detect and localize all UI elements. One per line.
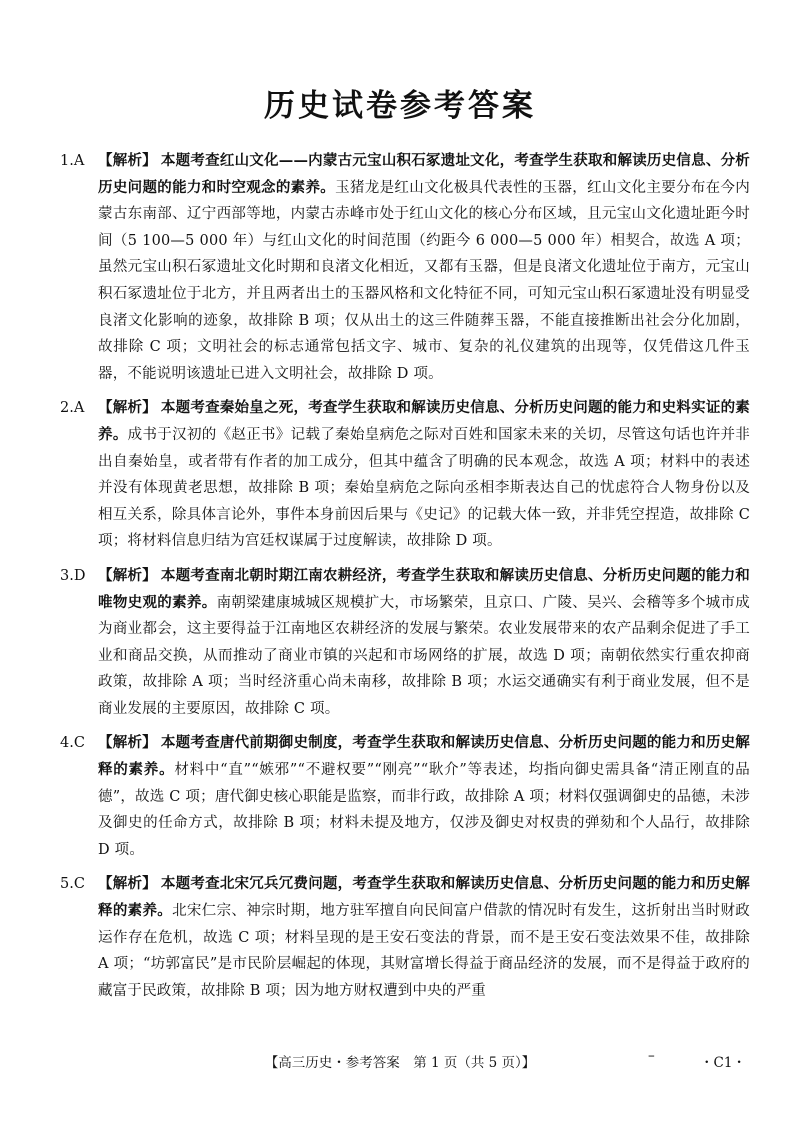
answer-number: 1.A [60,153,85,169]
answer-list [60,148,750,1012]
answer-number: 3.D [60,567,86,584]
answer-lead: 本题考查南北朝时期江南农耕经济，考查学生获取和解读历史信息、分析历史问题的能力和唯物史观的素养。 [98,566,750,611]
answer-item-1 [60,148,750,387]
answer-body [98,563,750,723]
answer-number: 5.C [60,876,85,893]
answer-number: 4.C [60,735,85,752]
page-footer: 【高三历史・参考答案 第 1 页（共 5 页）】 [264,1055,536,1071]
analysis-tag: 【解析】 [98,734,157,752]
answer-text: 成书于汉初的《赵正书》记载了秦始皇病危之际对百姓和国家未来的关切，尽管这句话也许并非出自秦始皇，或者带有作者的加工成分，但其中蕴含了明确的民本观念，故选 A 项；材料中的表述并没有体现黄老思想，故排除 B 项；秦始皇病危之际向丞相李斯表达自己的忧虑符合人物身份以及相互关系，除具体言论外，事件本身前因后果与《史记》的记载大体一致，并非凭空捏造，故排除 C 项；将材料信息归结为宫廷权谋属于过度解读，故排除 D 项。 [98,426,750,550]
answer-text: 玉猪龙是红山文化极具代表性的玉器，红山文化主要分布在今内蒙古东南部、辽宁西部等地，内蒙古赤峰市处于红山文化的核心分布区域，且元宝山文化遗址距今时间（5 100—5 000 年）与红山文化的时间范围（约距今 6 000—5 000 年）相契合，故选 A 项；虽然元宝山积石冢遗址文化时期和良渚文化相近，又都有玉器，但是良渚文化遗址位于南方，元宝山积石冢遗址位于北方，并且两者出土的玉器风格和文化特征不同，可知元宝山积石冢遗址没有明显受良渚文化影响的迹象，故排除 B 项；仅从出土的这三件随葬玉器，不能直接推断出社会分化加剧，故排除 C 项；文明社会的标志通常包括文字、城市、复杂的礼仪建筑的出现等，仅凭借这几件玉器，不能说明该遗址已进入文明社会，故排除 D 项。 [98,179,750,382]
answer-item-4 [60,730,750,863]
answer-number: 2.A [60,400,85,417]
footer-code: ・C1・ [700,1055,746,1071]
answer-lead: 本题考查唐代前期御史制度，考查学生获取和解读历史信息、分析历史问题的能力和历史解释的素养。 [98,734,750,779]
answer-text: 南朝梁建康城城区规模扩大，市场繁荣，且京口、广陵、吴兴、会稽等多个城市成为商业都会，这主要得益于江南地区农耕经济的发展与繁荣。农业发展带来的农产品剩余促进了手工业和商品交换，从而推动了商业市镇的兴起和市场网络的扩展，故选 D 项；南朝依然实行重农抑商政策，故排除 A 项；当时经济重心尚未南移，故排除 B 项；水运交通确实有利于商业发展，但不是商业发展的主要原因，故排除 C 项。 [98,594,750,717]
answer-item-5 [60,871,750,1004]
answer-body [98,730,750,863]
footer-dash: – [648,1048,655,1064]
answer-body [98,871,750,1004]
answer-lead: 本题考查秦始皇之死，考查学生获取和解读历史信息、分析历史问题的能力和史料实证的素养。 [98,399,750,443]
analysis-tag: 【解析】 [98,399,157,417]
analysis-tag: 【解析】 [98,566,157,584]
answer-lead: 本题考查红山文化——内蒙古元宝山积石冢遗址文化，考查学生获取和解读历史信息、分析历史问题的能力和时空观念的素养。 [98,152,750,196]
analysis-tag: 【解析】 [98,875,157,893]
page-title: 历史试卷参考答案 [264,88,536,124]
analysis-tag: 【解析】 [98,152,157,169]
answer-item-3 [60,563,750,723]
answer-body [98,395,750,555]
answer-body [98,148,750,387]
answer-text: 北宋仁宗、神宗时期，地方驻军擅自向民间富户借款的情况时有发生，这折射出当时财政运作存在危机，故选 C 项；材料呈现的是王安石变法的背景，而不是王安石变法效果不佳，故排除 A 项；“坊郭富民”是市民阶层崛起的体现，其财富增长得益于商品经济的发展，而不是得益于政府的藏富于民政策，故排除 B 项；因为地方财权遭到中央的严重 [98,903,751,999]
answer-text: 材料中“直”“嫉邪”“不避权要”“刚亮”“耿介”等表述，均指向御史需具备“清正刚直的品德”，故选 C 项；唐代御史核心职能是监察，而非行政，故排除 A 项；材料仅强调御史的品德，未涉及御史的任命方式，故排除 B 项；材料未提及地方，仅涉及御史对权贵的弹劾和个人品行，故排除 D 项。 [98,762,751,858]
answer-lead: 本题考查北宋冗兵冗费问题，考查学生获取和解读历史信息、分析历史问题的能力和历史解释的素养。 [98,875,750,920]
answer-item-2 [60,395,750,555]
